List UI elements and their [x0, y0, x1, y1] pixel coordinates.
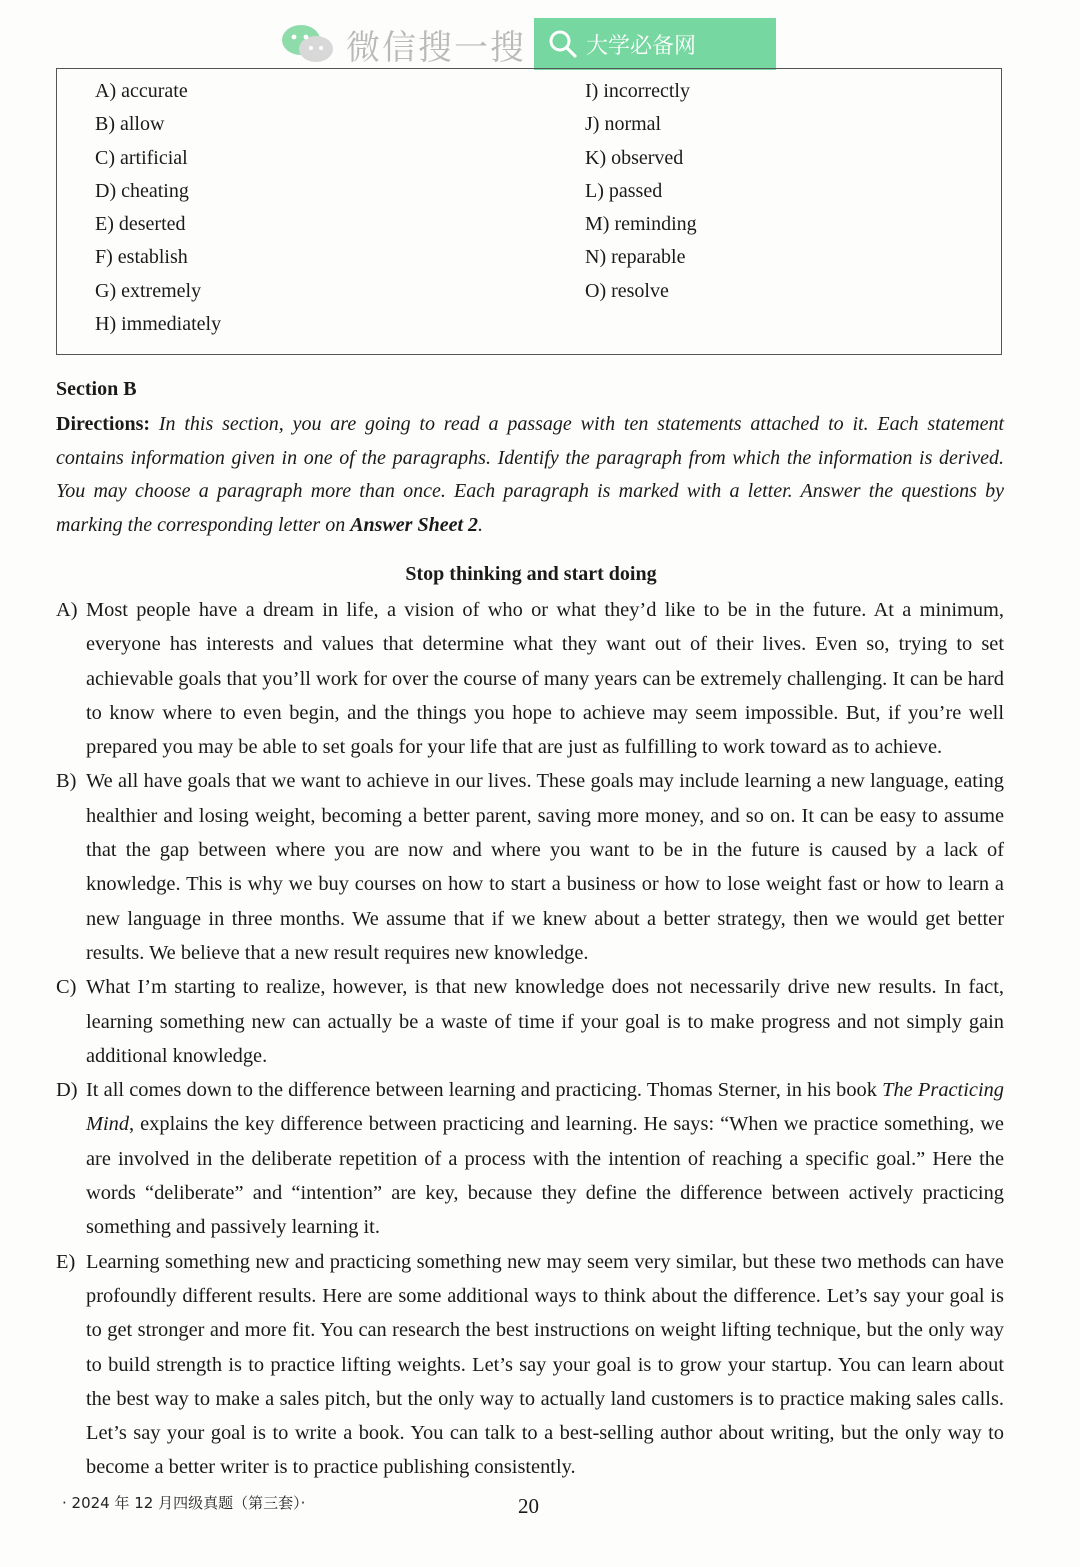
paragraph-b: [56, 764, 1004, 970]
directions-emphasis: Answer Sheet 2: [350, 513, 479, 536]
paragraph-text: Learning something new and practicing something new may seem very similar, but these two methods can have profoundly different results. Here are some additional ways to think about the difference. Let’s say your goal is to get stronger and more fit. You can research the best instructions on weight lifting technique, but the only way to build strength is to practice lifting weights. Let’s say your goal is to grow your startup. You can learn about the best way to make a sales pitch, but the only way to actually land customers is to practice making sales calls. Let’s say your goal is to write a book. You can talk to a best-selling author about writing, but the only way to become a better writer is to practice publishing consistently.: [86, 1250, 1004, 1479]
watermark-box-text: 大学必备网: [586, 33, 697, 59]
footer-source: · 2024 年 12 月四级真题（第三套）·: [62, 1494, 306, 1512]
wechat-logo-icon: [280, 21, 336, 67]
section-title: Section B: [56, 378, 137, 400]
word-option: C) artificial: [95, 146, 188, 169]
word-option: I) incorrectly: [585, 80, 690, 102]
word-option: F) establish: [95, 246, 188, 269]
paragraph-c: [56, 970, 1004, 1073]
page-number: 20: [518, 1494, 539, 1518]
paragraph-text: It all comes down to the difference between learning and practicing. Thomas Sterner, in his book: [86, 1079, 883, 1102]
directions-end: .: [478, 513, 484, 536]
paragraph-label: B): [56, 770, 77, 793]
book-title: The Practicing Mind: [86, 1079, 1004, 1136]
word-bank-left-column: [95, 75, 221, 341]
search-icon: [548, 29, 578, 59]
watermark-text: 微信搜一搜: [346, 27, 526, 68]
directions-label: Directions:: [56, 413, 151, 435]
word-option: A) accurate: [95, 80, 188, 102]
paragraph-label: D): [56, 1079, 78, 1102]
word-option: O) resolve: [585, 279, 669, 302]
word-option: B) allow: [95, 113, 165, 136]
word-option: G) extremely: [95, 279, 202, 302]
paragraph-text: Most people have a dream in life, a vision of who or what they’d like to be in the future. At a minimum, everyone has interests and values that determine what they want out of their lives. Even so, trying to set achievable goals that you’ll work for over the course of many years can be extremely challenging. It can be hard to know where to even begin, and the things you hope to achieve may seem impossible. But, if you’re well prepared you may be able to set goals for your life that are just as fulfilling to work toward as to achieve.: [86, 599, 1004, 759]
word-option: N) reparable: [585, 246, 686, 269]
passage-title: Stop thinking and start doing: [405, 563, 657, 585]
directions-text: In this section, you are going to read a passage with ten statements attached to it. Each statement contains information given in one of the paragraphs. Identify the paragraph from which the information is derived. You may choose a paragraph more than once. Each paragraph is marked with a letter. Answer the questions by marking the corresponding letter on: [56, 413, 1005, 536]
word-bank-right-column: [585, 75, 697, 308]
word-option: L) passed: [585, 179, 663, 202]
paragraph-label: E): [56, 1250, 76, 1273]
word-option: K) observed: [585, 146, 684, 169]
word-option: J) normal: [585, 113, 662, 136]
paragraph-text: We all have goals that we want to achieve in our lives. These goals may include learning a new language, eating healthier and losing weight, becoming a better parent, saving more money, and so on. It can be easy to assume that the gap between where you are now and where you want to be in the future is caused by a lack of knowledge. This is why we buy courses on how to start a business or how to lose weight fast or how to learn a new language in three months. We assume that if we knew about a better strategy, then we would get better results. We believe that a new result requires new knowledge.: [86, 770, 1004, 964]
word-option: D) cheating: [95, 179, 189, 202]
paragraph-text: What I’m starting to realize, however, is that new knowledge does not necessarily drive new results. In fact, learning something new can actually be a waste of time if your goal is to make progress and not simply gain additional knowledge.: [86, 976, 1004, 1067]
word-option: E) deserted: [95, 213, 186, 236]
directions: [56, 408, 1004, 542]
paragraph-text: , explains the key difference between practicing and learning. He says: “When we practice something, we are involved in the deliberate repetition of a process with the intention of reaching a specific goal.” Here the words “deliberate” and “intention” are key, because they define the difference between actively practicing something and passively learning it.: [86, 1113, 1004, 1239]
word-option: H) immediately: [95, 313, 222, 336]
watermark-search-box: [534, 18, 776, 70]
paragraph-label: A): [56, 599, 78, 621]
watermark: [280, 18, 776, 70]
word-bank: [56, 68, 1002, 355]
paragraph-d: [56, 1073, 1004, 1244]
passage: [56, 593, 1004, 1485]
paragraph-label: C): [56, 976, 77, 999]
paragraph-a: [56, 593, 1004, 764]
word-option: M) reminding: [585, 213, 697, 236]
paragraph-e: [56, 1245, 1004, 1485]
